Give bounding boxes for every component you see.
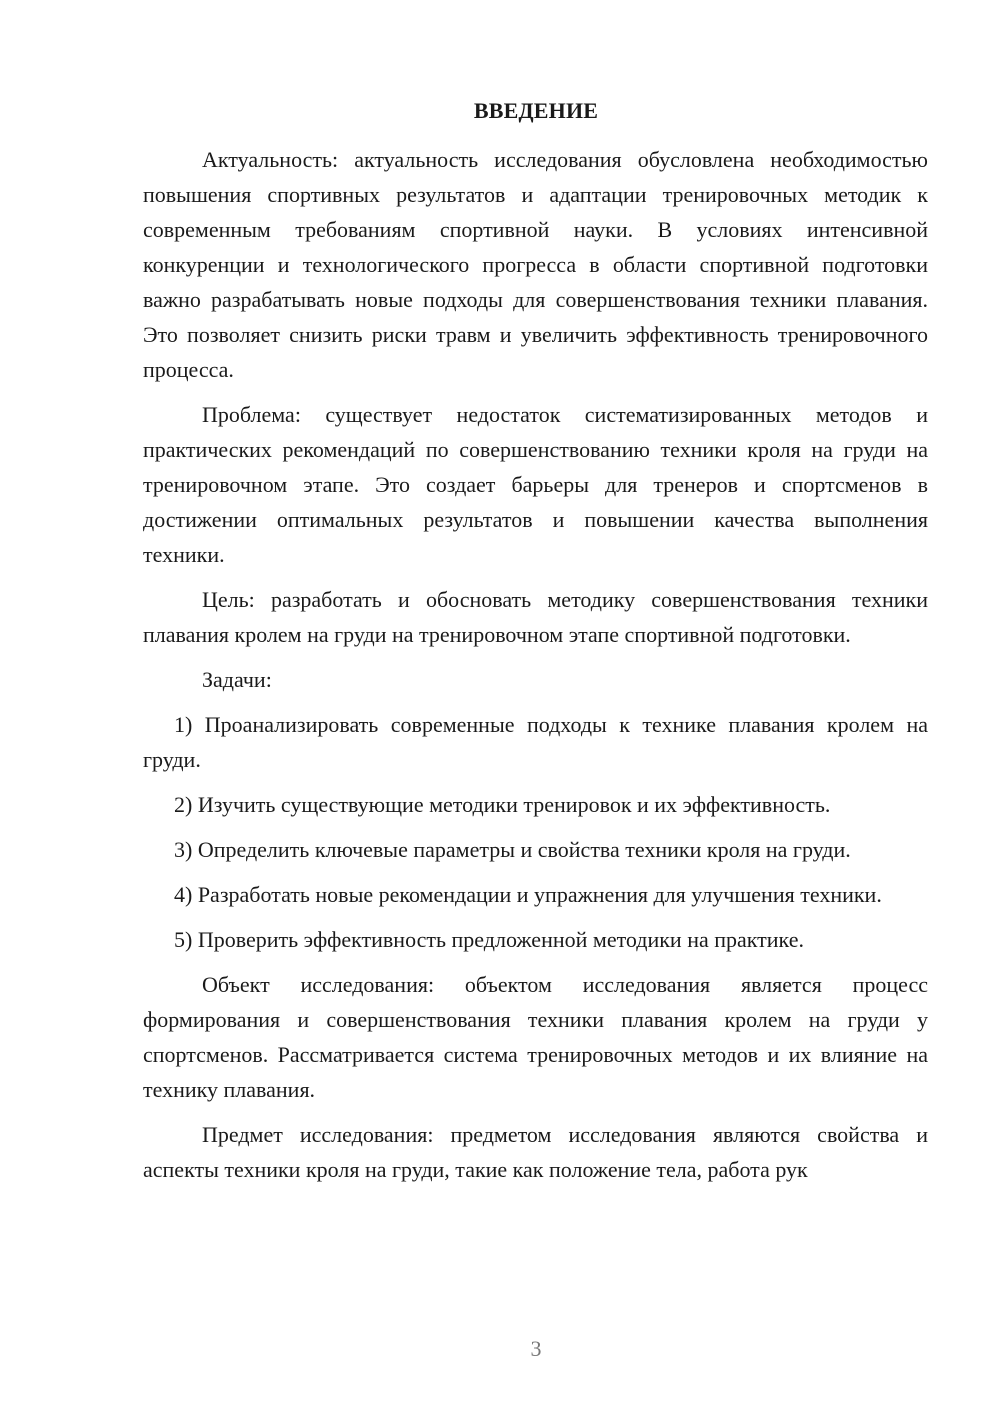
paragraph-relevance: Актуальность: актуальность исследования обусловлена необходимостью повышения спортивных результатов и адаптации тренировочных методик к современным требованиям спортивной науки. В условиях интенсивной конкуренции и технологического прогресса в области спортивной подготовки важно разрабатывать новые подходы для совершенствования техники плавания. Это позволяет снизить риски травм и увеличить эффективность тренировочного процесса. <box>143 147 928 382</box>
paragraph-object: Объект исследования: объектом исследования является процесс формирования и совершенствования техники плавания кролем на груди у спортсменов. Рассматривается система тренировочных методов и их влияние на технику плавания. <box>143 972 928 1102</box>
list-item: 3) Определить ключевые параметры и свойства техники кроля на груди. <box>174 837 851 862</box>
page-number: 3 <box>530 1336 542 1361</box>
list-item: 4) Разработать новые рекомендации и упражнения для улучшения техники. <box>174 882 882 907</box>
tasks-heading: Задачи: <box>202 667 272 692</box>
page-title: ВВЕДЕНИЕ <box>473 98 599 123</box>
list-item: 1) Проанализировать современные подходы к технике плавания кролем на груди. <box>143 712 928 772</box>
body-text <box>143 142 928 1197</box>
paragraph-subject: Предмет исследования: предметом исследования являются свойства и аспекты техники кроля на груди, такие как положение тела, работа рук <box>143 1122 928 1182</box>
list-item: 2) Изучить существующие методики тренировок и их эффективность. <box>174 792 831 817</box>
list-item: 5) Проверить эффективность предложенной методики на практике. <box>174 927 804 952</box>
paragraph-problem: Проблема: существует недостаток систематизированных методов и практических рекомендаций по совершенствованию техники кроля на груди на тренировочном этапе. Это создает барьеры для тренеров и спортсменов в достижении оптимальных результатов и повышении качества выполнения техники. <box>143 402 928 567</box>
paragraph-goal: Цель: разработать и обосновать методику совершенствования техники плавания кролем на груди на тренировочном этапе спортивной подготовки. <box>143 587 928 647</box>
